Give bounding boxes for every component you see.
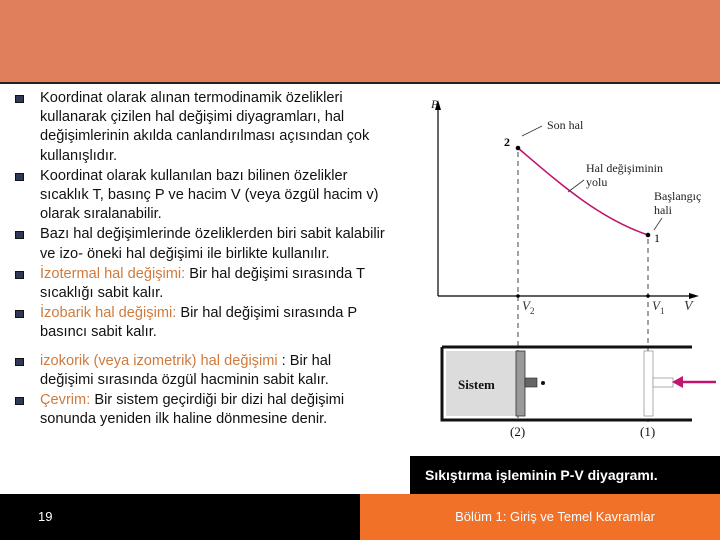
bullet-text: Bir sistem geçirdiği bir dizi hal değişimi sonunda yeniden ilk haline dönmesine denir.: [40, 392, 345, 428]
initial-state-label-line2: hali: [654, 203, 672, 217]
bullet-common-properties: [14, 167, 386, 225]
piston-position-2: [516, 351, 525, 416]
bullet-square-icon: [15, 310, 24, 318]
state-1-label: 1: [654, 231, 660, 245]
pv-diagram: [418, 84, 720, 456]
title-band: [0, 0, 720, 84]
bullet-isochoric: [14, 352, 386, 390]
v1-subscript: 1: [660, 306, 665, 316]
path-label-line1: Hal değişiminin: [586, 161, 663, 175]
bullet-square-icon: [15, 358, 24, 366]
bullet-isobaric: [14, 304, 386, 342]
term-isochoric: izokorik (veya izometrik) hal değişimi: [40, 352, 278, 369]
p-axis-label: P: [431, 97, 439, 111]
bullet-text: Bazı hal değişimlerinde özeliklerden biri sabit kalabilir ve izo- öneki hal değişimi ile birlikte kullanılır.: [40, 226, 385, 262]
bullet-square-icon: [15, 173, 24, 181]
system-label: Sistem: [458, 377, 495, 392]
v-axis-label: V: [684, 299, 693, 314]
bullet-square-icon: [15, 95, 24, 103]
path-label-line2: yolu: [586, 175, 608, 189]
v2-label: V: [522, 298, 530, 313]
v1-axis-tick: [646, 294, 650, 298]
piston-rod-2: [525, 378, 537, 387]
term-isobaric: İzobarik hal değişimi:: [40, 305, 177, 322]
piston-rod-1: [653, 378, 673, 387]
position-2-label: (2): [510, 424, 526, 439]
state-2-point: [516, 146, 521, 151]
piston-position-1: [644, 351, 653, 416]
bullet-square-icon: [15, 397, 24, 405]
final-state-label: Son hal: [547, 118, 584, 132]
bullet-isothermal: [14, 265, 386, 303]
term-isothermal: İzotermal hal değişimi:: [40, 265, 186, 282]
bullet-square-icon: [15, 231, 24, 239]
figure-caption: Sıkıştırma işleminin P-V diyagramı.: [410, 456, 720, 494]
chapter-footer: Bölüm 1: Giriş ve Temel Kavramlar: [360, 494, 720, 540]
bullet-text: Koordinat olarak kullanılan bazı bilinen özelikler sıcaklık T, basınç P ve hacim V (veya özgül hacim v) olarak sıralanabilir.: [40, 167, 379, 223]
v1-label: V: [652, 298, 660, 313]
term-cycle: Çevrim:: [40, 392, 91, 409]
slide-number: 19: [0, 494, 360, 540]
v2-axis-tick: [516, 294, 520, 298]
initial-state-label-line1: Başlangıç: [654, 189, 702, 203]
v2-subscript: 2: [530, 306, 535, 316]
state-1-point: [646, 233, 651, 238]
position-1-label: (1): [640, 424, 656, 439]
bullet-iso-prefix: [14, 225, 386, 263]
bullet-square-icon: [15, 271, 24, 279]
state-2-label: 2: [504, 135, 510, 149]
bullet-cycle: [14, 391, 386, 429]
bullet-coordinates-diagrams: [14, 89, 386, 166]
bullet-text: : Bir hal değişimi sırasında özgül hacminin sabit kalır.: [40, 352, 332, 388]
bullet-list: [14, 89, 386, 429]
bullet-text: Bir hal değişimi sırasında T sıcaklığı sabit kalır.: [40, 265, 365, 302]
bullet-text: Bir hal değişimi sırasında P basıncı sabit kalır.: [40, 305, 357, 341]
piston-pin-2: [541, 381, 545, 385]
bullet-text: Koordinat olarak alınan termodinamik özelikleri kullanarak çizilen hal değişimi diyagramları, hal değişimlerinin akılda canlandırılması açısından çok kullanışlıdır.: [40, 90, 370, 164]
